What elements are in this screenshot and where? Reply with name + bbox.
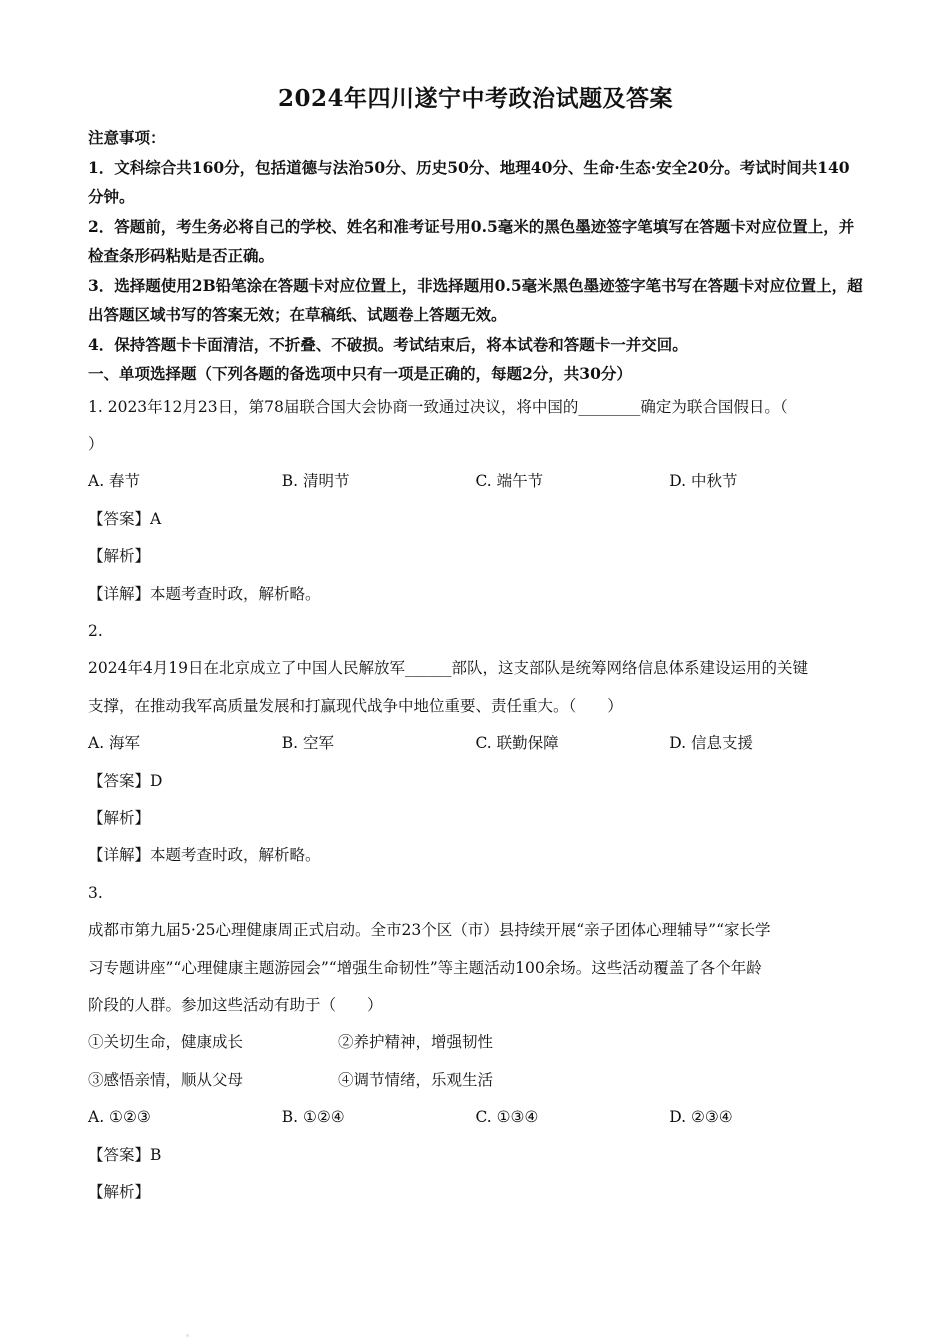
- analysis-line: 【解析】: [88, 547, 151, 566]
- document-title: 2024年四川遂宁中考政治试题及答案: [277, 85, 673, 112]
- question-number: 3.: [88, 883, 103, 902]
- option-d: D. 信息支援: [669, 734, 753, 753]
- option-d: D. ②③④: [669, 1108, 733, 1127]
- question-stem: 阶段的人群。参加这些活动有助于（ ）: [88, 996, 383, 1014]
- option-c: C. ①③④: [475, 1108, 539, 1127]
- statement-row: [88, 1024, 863, 1061]
- question-stem: 支撑，在推动我军高质量发展和打赢现代战争中地位重要、责任重大。（ ）: [88, 696, 623, 715]
- section-heading: 一、单项选择题（下列各题的备选项中只有一项是正确的，每题2分，共30分）: [88, 364, 632, 383]
- question-stem: 1. 2023年12月23日，第78届联合国大会协商一致通过决议，将中国的________确定为联合国假日。（: [88, 397, 788, 416]
- option-b: B. 清明节: [281, 472, 350, 491]
- option-d: D. 中秋节: [669, 472, 738, 491]
- analysis-line: 【解析】: [88, 1183, 151, 1202]
- note-item: 1．文科综合共160分，包括道德与法治50分、历史50分、地理40分、生命·生态·安全20分。考试时间共140分钟。: [88, 157, 850, 206]
- scan-speck: [186, 1334, 189, 1337]
- option-b: B. ①②④: [281, 1108, 345, 1127]
- note-item: 4．保持答题卡卡面清洁，不折叠、不破损。考试结束后，将本试卷和答题卡一并交回。: [88, 334, 688, 354]
- option-row: [88, 463, 863, 500]
- notes-header: 注意事项：: [88, 128, 166, 147]
- answer-line: 【答案】B: [88, 1145, 162, 1164]
- answer-line: 【答案】A: [88, 509, 162, 528]
- answer-line: 【答案】D: [88, 771, 163, 790]
- statement-item: ②养护精神，增强韧性: [338, 1033, 494, 1052]
- option-a: A. 春节: [88, 472, 141, 491]
- question-number: 2.: [88, 621, 103, 640]
- question-stem: 成都市第九届5·25心理健康周正式启动。全市23个区（市）县持续开展“亲子团体心理辅导”“家长学: [88, 921, 771, 940]
- option-a: A. ①②③: [88, 1108, 151, 1127]
- question-stem: 习专题讲座”“心理健康主题游园会”“增强生命韧性”等主题活动100余场。这些活动覆盖了各个年龄: [88, 958, 762, 977]
- option-c: C. 端午节: [475, 472, 544, 491]
- option-row: [88, 1099, 863, 1136]
- note-item: 2．答题前，考生务必将自己的学校、姓名和准考证号用0.5毫米的黑色墨迹签字笔填写在答题卡对应位置上，并检查条形码粘贴是否正确。: [88, 216, 855, 265]
- option-a: A. 海军: [88, 734, 141, 753]
- analysis-line: 【解析】: [88, 808, 151, 827]
- statement-item: ①关切生命，健康成长: [88, 1033, 244, 1052]
- option-row: [88, 725, 863, 762]
- detail-line: 【详解】本题考查时政，解析略。: [88, 584, 321, 603]
- statement-item: ④调节情绪，乐观生活: [338, 1070, 494, 1089]
- detail-line: 【详解】本题考查时政，解析略。: [88, 846, 321, 865]
- statement-row: [88, 1062, 863, 1099]
- note-item: 3．选择题使用2B铅笔涂在答题卡对应位置上，非选择题用0.5毫米黑色墨迹签字笔书写在答题卡对应位置上，超出答题区域书写的答案无效；在草稿纸、试题卷上答题无效。: [88, 275, 863, 324]
- option-b: B. 空军: [281, 734, 334, 753]
- exam-page: [88, 80, 863, 1211]
- question-stem: 2024年4月19日在北京成立了中国人民解放军______部队，这支部队是统筹网络信息体系建设运用的关键: [88, 659, 809, 678]
- question-stem: ）: [88, 434, 104, 453]
- option-c: C. 联勤保障: [475, 734, 559, 753]
- statement-item: ③感悟亲情，顺从父母: [88, 1070, 244, 1089]
